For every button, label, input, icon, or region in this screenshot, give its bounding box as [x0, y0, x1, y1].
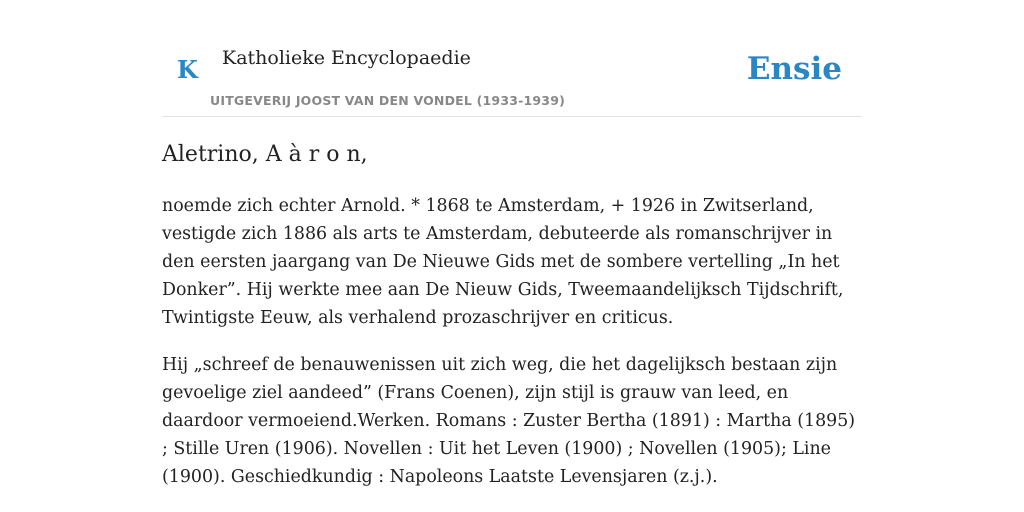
entry-paragraph-2: Hij „schreef de benauwenissen uit zich weg, die het dagelijksch bestaan zijn gevoelige ziel aandeed” (Frans Coenen), zijn stijl is grauw van leed, en daardoor vermoeiend.Werken. Romans : Zuster Bertha (1891) : Martha (1895) ; Stille Uren (1906). Novellen : Uit het Leven (1900) ; Novellen (1905); Line (1900). Geschiedkundig : Napoleons Laatste Levensjaren (z.j.). [162, 355, 856, 487]
site-header [162, 0, 862, 117]
brand-logo[interactable]: Ensie [746, 51, 842, 87]
publication-title[interactable]: Katholieke Encyclopaedie [222, 47, 471, 69]
publication-logo[interactable]: K [177, 55, 198, 84]
entry-title: Aletrino, A à r o n, [162, 142, 368, 167]
entry-paragraph-1: noemde zich echter Arnold. * 1868 te Amsterdam, + 1926 in Zwitserland, vestigde zich 1886 als arts te Amsterdam, debuteerde als romanschrijver in den eersten jaargang van De Nieuwe Gids met de sombere vertelling „In het Donker”. Hij werkte mee aan De Nieuw Gids, Tweemaandelijksch Tijdschrift, Twintigste Eeuw, als verhalend prozaschrijver en criticus. [162, 196, 844, 328]
publisher-label: UITGEVERIJ JOOST VAN DEN VONDEL (1933-1939) [210, 93, 566, 108]
